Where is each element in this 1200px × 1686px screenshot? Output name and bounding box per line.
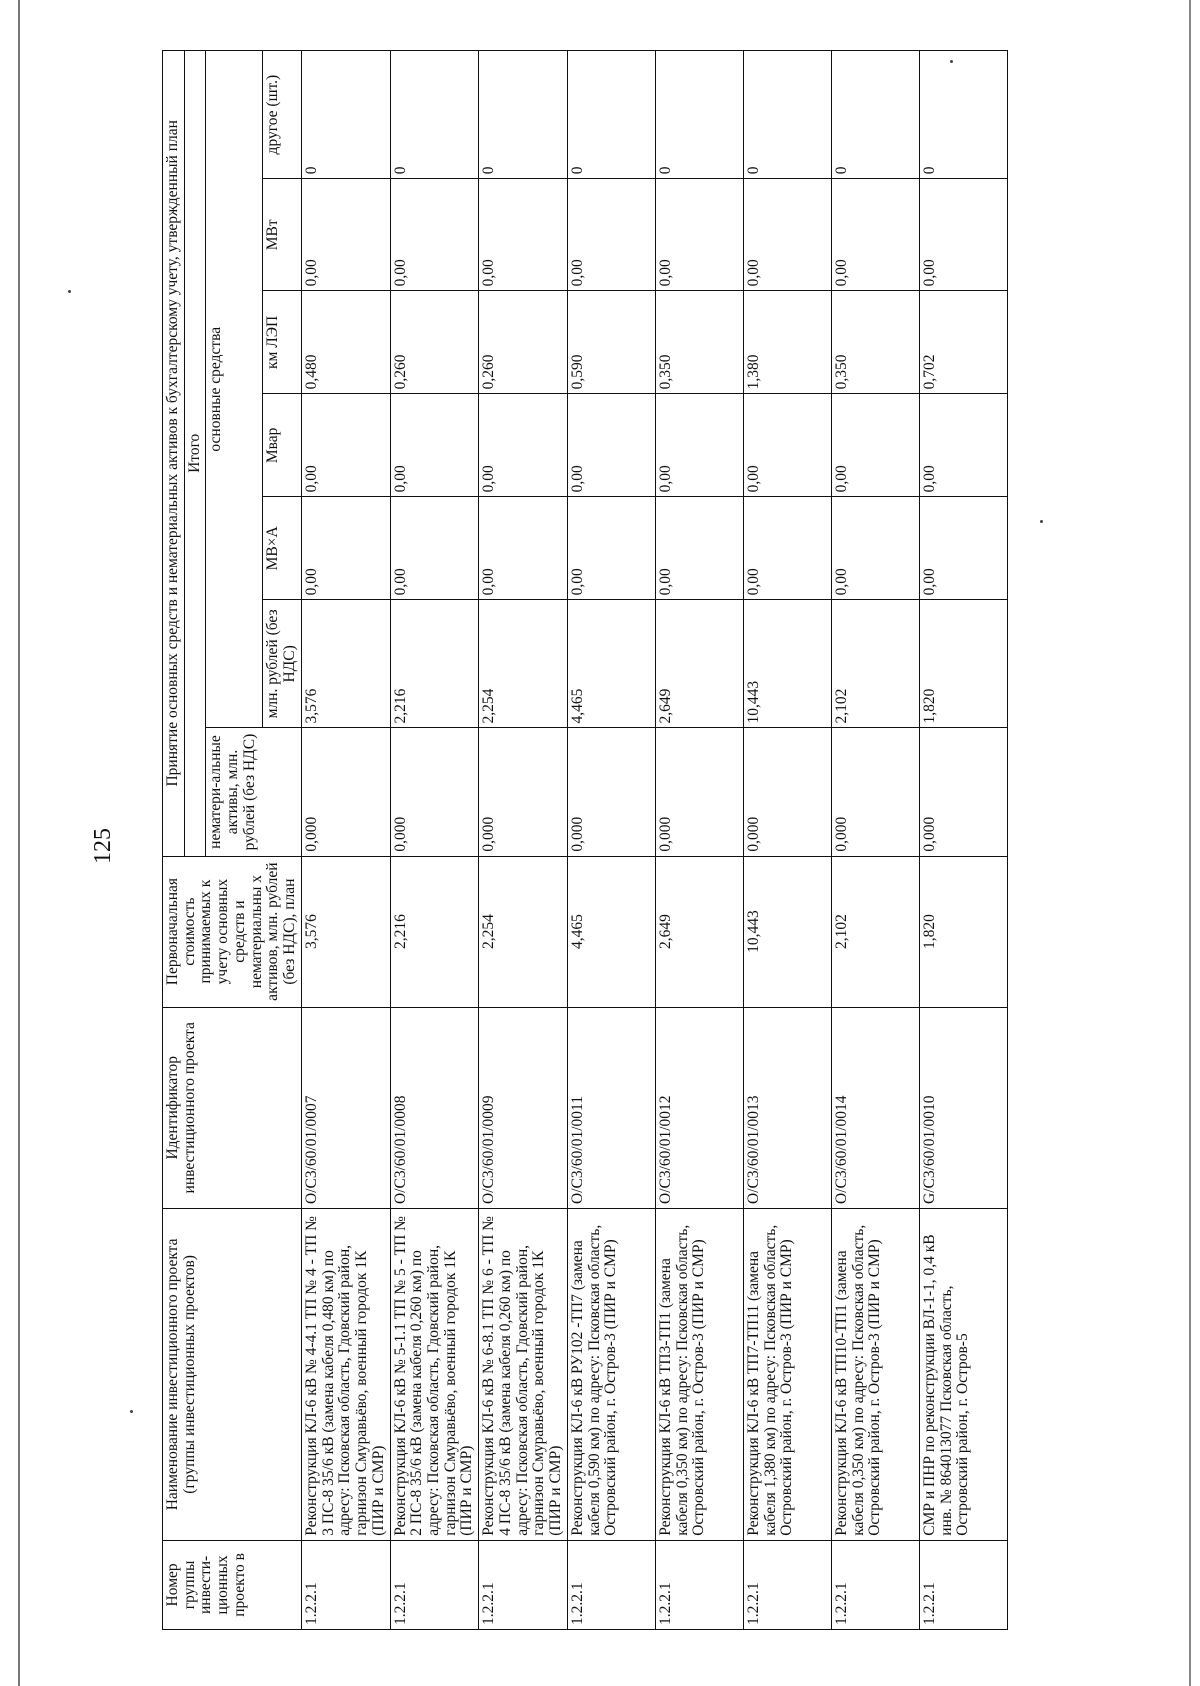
row-mvar: 0,00 xyxy=(655,394,743,497)
row-project-id: O/C3/60/01/0008 xyxy=(390,1007,479,1208)
row-mln-rub: 2,254 xyxy=(479,600,568,728)
row-km: 0,590 xyxy=(567,291,655,394)
table-row xyxy=(301,51,390,1630)
row-project-id: O/C3/60/01/0007 xyxy=(301,1007,390,1208)
row-group-number: 1.2.2.1 xyxy=(655,1540,743,1629)
row-group-number: 1.2.2.1 xyxy=(831,1540,919,1629)
row-mvar: 0,00 xyxy=(301,394,390,497)
row-other: 0 xyxy=(655,51,743,179)
row-km: 0,260 xyxy=(479,291,568,394)
row-intangible: 0,000 xyxy=(479,728,568,856)
row-mva: 0,00 xyxy=(390,497,479,600)
row-mln-rub: 4,465 xyxy=(567,600,655,728)
row-mln-rub: 10,443 xyxy=(743,600,831,728)
row-intangible: 0,000 xyxy=(390,728,479,856)
header-mvar: Мвар xyxy=(263,394,301,497)
row-project-name: Реконструкция КЛ-6 кВ № 4-4.1 ТП № 4 - ТП № 3 ПС-8 35/6 кВ (замена кабеля 0,480 км) по адресу: Псковская область, Гдовский район, гарнизон Смуравьёво, военный городок 1К (ПИР и СМР) xyxy=(301,1208,390,1540)
row-project-id: O/C3/60/01/0009 xyxy=(479,1007,568,1208)
header-project-name: Наименование инвестиционного проекта (группы инвестиционных проектов) xyxy=(163,1208,302,1540)
table-row xyxy=(831,51,919,1630)
row-mva: 0,00 xyxy=(743,497,831,600)
row-intangible: 0,000 xyxy=(301,728,390,856)
table-row xyxy=(919,51,1007,1630)
row-initial-cost: 4,465 xyxy=(567,856,655,1007)
row-project-name: Реконструкция КЛ-6 кВ ТП3-ТП1 (замена кабеля 0,350 км) по адресу: Псковская область, Островский район, г. Остров-3 (ПИР и СМР) xyxy=(655,1208,743,1540)
table-row xyxy=(655,51,743,1630)
row-initial-cost: 3,576 xyxy=(301,856,390,1007)
row-project-id: O/C3/60/01/0013 xyxy=(743,1007,831,1208)
row-mw: 0,00 xyxy=(831,179,919,291)
row-mln-rub: 2,649 xyxy=(655,600,743,728)
table-row xyxy=(390,51,479,1630)
row-other: 0 xyxy=(390,51,479,179)
row-project-name: Реконструкция КЛ-6 кВ № 6-8.1 ТП № 6 - ТП № 4 ПС-8 35/6 кВ (замена кабеля 0,260 км) по адресу: Псковская область, Гдовский район, гарнизон Смуравьёво, военный городок 1К (ПИР и СМР) xyxy=(479,1208,568,1540)
row-initial-cost: 2,102 xyxy=(831,856,919,1007)
row-group-number: 1.2.2.1 xyxy=(919,1540,1007,1629)
header-initial-cost: Первоначальная стоимость принимаемых к учету основных средств и нематериальны х активов, млн. рублей (без НДС), план xyxy=(163,856,302,1007)
row-mln-rub: 2,102 xyxy=(831,600,919,728)
row-mvar: 0,00 xyxy=(743,394,831,497)
header-total: Итого xyxy=(184,51,206,857)
row-group-number: 1.2.2.1 xyxy=(301,1540,390,1629)
row-initial-cost: 2,649 xyxy=(655,856,743,1007)
header-acceptance: Принятие основных средств и нематериальных активов к бухгалтерскому учету, утвержденный план xyxy=(163,51,185,857)
row-intangible: 0,000 xyxy=(743,728,831,856)
row-mvar: 0,00 xyxy=(831,394,919,497)
row-mw: 0,00 xyxy=(301,179,390,291)
table-row xyxy=(743,51,831,1630)
row-mw: 0,00 xyxy=(655,179,743,291)
row-project-id: O/C3/60/01/0011 xyxy=(567,1007,655,1208)
row-other: 0 xyxy=(301,51,390,179)
row-mva: 0,00 xyxy=(831,497,919,600)
header-other: другое (шт.) xyxy=(263,51,301,179)
row-mva: 0,00 xyxy=(919,497,1007,600)
row-mw: 0,00 xyxy=(743,179,831,291)
header-intangible: нематери-альные активы, млн. рублей (без НДС) xyxy=(206,728,301,856)
row-mva: 0,00 xyxy=(567,497,655,600)
row-mva: 0,00 xyxy=(301,497,390,600)
row-intangible: 0,000 xyxy=(567,728,655,856)
row-group-number: 1.2.2.1 xyxy=(743,1540,831,1629)
row-initial-cost: 2,254 xyxy=(479,856,568,1007)
header-mw: МВт xyxy=(263,179,301,291)
row-km: 0,702 xyxy=(919,291,1007,394)
row-project-name: Реконструкция КЛ-6 кВ № 5-1.1 ТП № 5 - ТП № 2 ПС-8 35/6 кВ (замена кабеля 0,260 км) по адресу: Псковская область, Гдовский район, гарнизон Смуравьёво, военный городок 1К (ПИР и СМР) xyxy=(390,1208,479,1540)
row-group-number: 1.2.2.1 xyxy=(479,1540,568,1629)
row-mva: 0,00 xyxy=(479,497,568,600)
page-number: 125 xyxy=(90,828,116,864)
row-km: 0,480 xyxy=(301,291,390,394)
row-other: 0 xyxy=(743,51,831,179)
row-mln-rub: 3,576 xyxy=(301,600,390,728)
row-mw: 0,00 xyxy=(479,179,568,291)
row-project-id: G/C3/60/01/0010 xyxy=(919,1007,1007,1208)
row-project-id: O/C3/60/01/0014 xyxy=(831,1007,919,1208)
row-mva: 0,00 xyxy=(655,497,743,600)
row-other: 0 xyxy=(831,51,919,179)
row-mw: 0,00 xyxy=(390,179,479,291)
row-mvar: 0,00 xyxy=(567,394,655,497)
row-intangible: 0,000 xyxy=(831,728,919,856)
table-row xyxy=(567,51,655,1630)
row-intangible: 0,000 xyxy=(919,728,1007,856)
row-mvar: 0,00 xyxy=(919,394,1007,497)
row-project-name: Реконструкция КЛ-6 кВ РУ102 -ТП7 (замена кабеля 0,590 км) по адресу: Псковская область, Островский район, г. Остров-3 (ПИР и СМР) xyxy=(567,1208,655,1540)
row-mln-rub: 1,820 xyxy=(919,600,1007,728)
row-initial-cost: 2,216 xyxy=(390,856,479,1007)
row-other: 0 xyxy=(919,51,1007,179)
row-initial-cost: 1,820 xyxy=(919,856,1007,1007)
investment-projects-table xyxy=(162,50,1008,1630)
row-initial-cost: 10,443 xyxy=(743,856,831,1007)
row-intangible: 0,000 xyxy=(655,728,743,856)
header-mva: МВ×А xyxy=(263,497,301,600)
header-project-id: Идентификатор инвестиционного проекта xyxy=(163,1007,302,1208)
header-fixed-assets: основные средства xyxy=(206,51,263,728)
row-project-name: Реконструкция КЛ-6 кВ ТП7-ТП11 (замена кабеля 1,380 км) по адресу: Псковская область, Островский район, г. Остров-3 (ПИР и СМР) xyxy=(743,1208,831,1540)
row-mw: 0,00 xyxy=(919,179,1007,291)
header-mln-rub: млн. рублей (без НДС) xyxy=(263,600,301,728)
row-mln-rub: 2,216 xyxy=(390,600,479,728)
header-group-number: Номер группы инвести-ционных проекто в xyxy=(163,1540,302,1629)
row-group-number: 1.2.2.1 xyxy=(567,1540,655,1629)
row-km: 0,350 xyxy=(655,291,743,394)
row-km: 0,350 xyxy=(831,291,919,394)
row-group-number: 1.2.2.1 xyxy=(390,1540,479,1629)
row-project-name: СМР и ПНР по реконструкции ВЛ-1-1, 0,4 кВ инв. № 864013077 Псковская область, Островский район, г. Остров-5 xyxy=(919,1208,1007,1540)
table-row xyxy=(479,51,568,1630)
row-km: 1,380 xyxy=(743,291,831,394)
row-mvar: 0,00 xyxy=(390,394,479,497)
table-body xyxy=(301,51,1007,1630)
row-mw: 0,00 xyxy=(567,179,655,291)
row-other: 0 xyxy=(479,51,568,179)
row-project-name: Реконструкция КЛ-6 кВ ТП10-ТП1 (замена кабеля 0,350 км) по адресу: Псковская область, Островский район, г. Остров-3 (ПИР и СМР) xyxy=(831,1208,919,1540)
row-km: 0,260 xyxy=(390,291,479,394)
row-mvar: 0,00 xyxy=(479,394,568,497)
header-km: км ЛЭП xyxy=(263,291,301,394)
row-other: 0 xyxy=(567,51,655,179)
row-project-id: O/C3/60/01/0012 xyxy=(655,1007,743,1208)
